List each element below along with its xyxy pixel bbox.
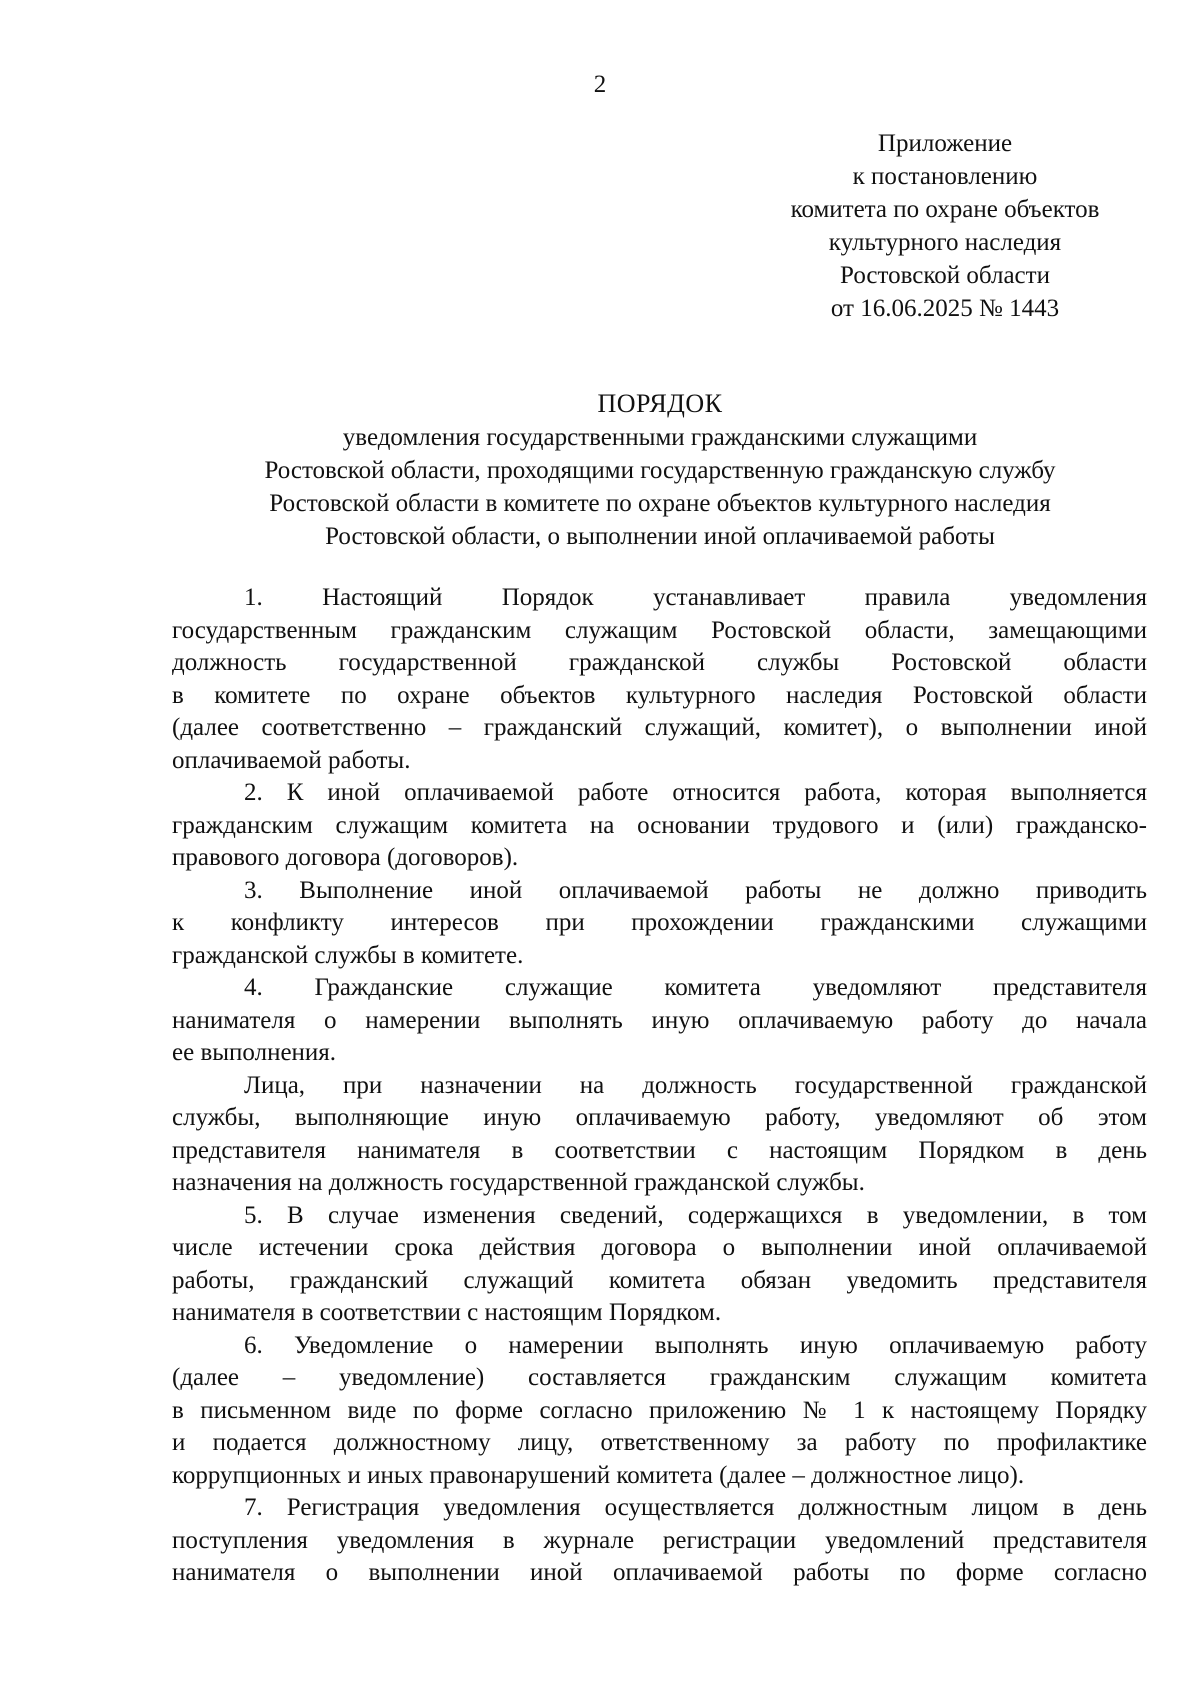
appendix-line: от 16.06.2025 № 1443 xyxy=(830,295,1060,322)
text-line: числе истечении срока действия договора о выполнении иной оплачиваемой xyxy=(172,1234,1147,1261)
paragraph-3 xyxy=(172,875,1147,973)
appendix-block xyxy=(760,127,1130,325)
text-line: гражданской службы в комитете. xyxy=(172,941,524,969)
text-line: нанимателя о намерении выполнять иную оплачиваемую работу до начала xyxy=(172,1006,1147,1034)
appendix-line: к постановлению xyxy=(852,163,1038,190)
text-line: и подается должностному лицу, ответственному за работу по профилактике xyxy=(172,1429,1147,1456)
paragraph-2 xyxy=(172,777,1147,875)
text-line: ее выполнения. xyxy=(172,1039,337,1066)
subtitle-line: Ростовской области в комитете по охране объектов культурного наследия xyxy=(269,490,1051,517)
text-line: в письменном виде по форме согласно приложению № 1 к настоящему Порядку xyxy=(172,1396,1147,1424)
paragraph-1 xyxy=(172,582,1147,777)
text-line: 7. Регистрация уведомления осуществляется должностным лицом в день xyxy=(244,1494,1147,1521)
text-line: (далее – уведомление) составляется гражданским служащим комитета xyxy=(172,1364,1147,1391)
text-line: представителя нанимателя в соответствии с настоящим Порядком в день xyxy=(172,1136,1147,1164)
document-title: ПОРЯДОК xyxy=(597,389,723,418)
text-line: 3. Выполнение иной оплачиваемой работы не должно приводить xyxy=(244,876,1147,904)
appendix-line: Ростовской области xyxy=(840,262,1050,289)
text-line: Лица, при назначении на должность государственной гражданской xyxy=(244,1071,1147,1099)
text-line: к конфликту интересов при прохождении гражданскими служащими xyxy=(172,909,1147,936)
appendix-line: культурного наследия xyxy=(828,229,1062,256)
subtitle-line: Ростовской области, о выполнении иной оплачиваемой работы xyxy=(325,523,995,550)
text-line: нанимателя о выполнении иной оплачиваемой работы по форме согласно xyxy=(172,1559,1147,1586)
text-line: должность государственной гражданской службы Ростовской области xyxy=(172,649,1147,676)
appendix-line: Приложение xyxy=(877,130,1013,157)
text-line: 1. Настоящий Порядок устанавливает правила уведомления xyxy=(244,584,1147,611)
paragraph-5 xyxy=(172,1200,1147,1330)
text-line: 6. Уведомление о намерении выполнять иную оплачиваемую работу xyxy=(244,1331,1147,1359)
appendix-line: комитета по охране объектов xyxy=(790,196,1100,223)
document-subtitle xyxy=(180,421,1140,553)
text-line: в комитете по охране объектов культурного наследия Ростовской области xyxy=(172,681,1147,709)
text-line: службы, выполняющие иную оплачиваемую работу, уведомляют об этом xyxy=(172,1104,1147,1131)
text-line: оплачиваемой работы. xyxy=(172,746,411,774)
paragraph-4 xyxy=(172,972,1147,1070)
text-line: работы, гражданский служащий комитета обязан уведомить представителя xyxy=(172,1266,1147,1294)
text-line: коррупционных и иных правонарушений комитета (далее – должностное лицо). xyxy=(172,1461,1025,1489)
text-line: 2. К иной оплачиваемой работе относится работа, которая выполняется xyxy=(244,779,1147,806)
text-line: поступления уведомления в журнале регистрации уведомлений представителя xyxy=(172,1526,1147,1554)
paragraph-6 xyxy=(172,1330,1147,1493)
text-line: государственным гражданским служащим Ростовской области, замещающими xyxy=(172,616,1147,644)
subtitle-line: Ростовской области, проходящими государственную гражданскую службу xyxy=(264,457,1056,484)
text-line: назначения на должность государственной гражданской службы. xyxy=(172,1169,865,1196)
paragraph-7 xyxy=(172,1492,1147,1590)
text-line: правового договора (договоров). xyxy=(172,844,519,871)
text-line: 4. Гражданские служащие комитета уведомляют представителя xyxy=(244,974,1147,1001)
subtitle-line: уведомления государственными гражданскими служащими xyxy=(342,424,978,451)
text-line: 5. В случае изменения сведений, содержащихся в уведомлении, в том xyxy=(244,1201,1147,1229)
text-line: гражданским служащим комитета на основании трудового и (или) гражданско- xyxy=(172,811,1147,839)
text-line: нанимателя в соответствии с настоящим Порядком. xyxy=(172,1299,722,1326)
page-number: 2 xyxy=(593,71,607,98)
paragraph-4-continued xyxy=(172,1070,1147,1200)
document-body xyxy=(172,582,1147,1590)
text-line: (далее соответственно – гражданский служащий, комитет), о выполнении иной xyxy=(172,714,1147,741)
